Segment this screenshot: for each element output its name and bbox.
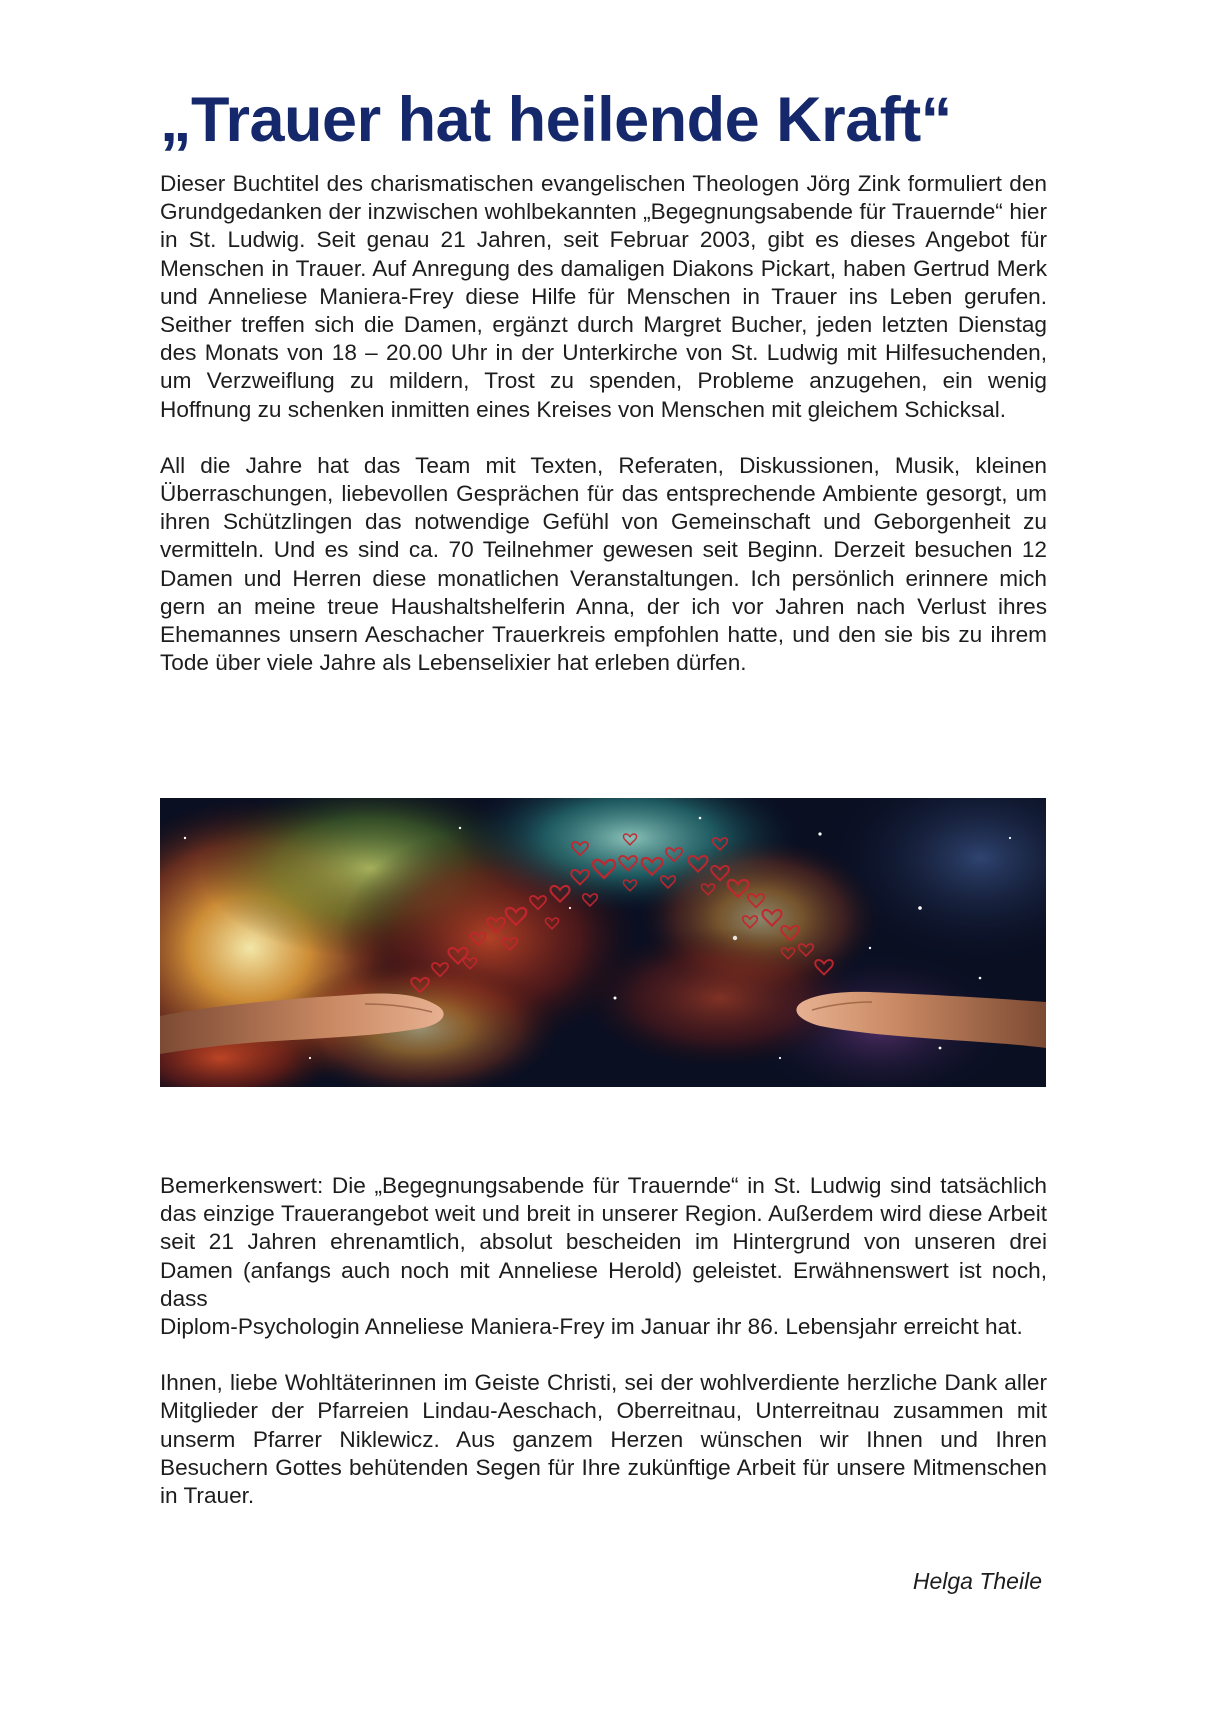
- paragraph-noteworthy: Bemerkenswert: Die „Begegnungsabende für Trauernde“ in St. Ludwig sind tatsächlich das einzige Trauerangebot weit und breit in unserer Region. Außerdem wird diese Arbeit seit 21 Jahren ehrenamtlich, absolut bescheiden im Hintergrund von unseren drei Damen (anfangs auch noch mit Anneliese Herold) geleistet. Erwähnenswert ist noch, dass: [160, 1173, 1047, 1311]
- author-signature: Helga Theile: [912, 1568, 1042, 1594]
- article-title: „Trauer hat heilende Kraft“: [160, 85, 952, 155]
- paragraph-thanks: Ihnen, liebe Wohltäterinnen im Geiste Christi, sei der wohlverdiente herzliche Dank aller Mitglieder der Pfarreien Lindau-Aeschach, Oberreitnau, Unterreitnau zusammen mit unserm Pfarrer Niklewicz. Aus ganzem Herzen wünschen wir Ihnen und Ihren Besuchern Gottes behütenden Segen für Ihre zukünftige Arbeit für unsere Mitmenschen in Trauer.: [160, 1370, 1047, 1509]
- paragraph-intro: Dieser Buchtitel des charismatischen evangelischen Theologen Jörg Zink formuliert den Grundgedanken der inzwischen wohlbekannten „Begegnungsabende für Trauernde“ hier in St. Ludwig. Seit genau 21 Jahren, seit Februar 2003, gibt es dieses Angebot für Menschen in Trauer. Auf Anregung des damaligen Diakons Pickart, haben Gertrud Merk und Anneliese Maniera-Frey diese Hilfe für Menschen in Trauer ins Leben gerufen. Seither treffen sich die Damen, ergänzt durch Margret Bucher, jeden letzten Dienstag des Monats von 18 – 20.00 Uhr in der Unterkirche von St. Ludwig mit Hilfesuchenden, um Verzweiflung zu mildern, Trost zu spenden, Probleme anzugehen, ein wenig Hoffnung zu schenken inmitten eines Kreises von Menschen mit gleichem Schicksal.: [160, 171, 1047, 422]
- article-continued: [160, 1172, 1047, 1510]
- paragraph-team: All die Jahre hat das Team mit Texten, Referaten, Diskussionen, Musik, kleinen Überraschungen, liebevollen Gesprächen für das entsprechende Ambiente gesorgt, um ihren Schützlingen das notwendige Gefühl von Gemeinschaft und Geborgenheit zu vermitteln. Und es sind ca. 70 Teilnehmer gewesen seit Beginn. Derzeit besuchen 12 Damen und Herren diese monatlichen Veranstaltungen. Ich persönlich erinnere mich gern an meine treue Haushaltshelferin Anna, der ich vor Jahren nach Verlust ihres Ehemannes unsern Aeschacher Trauerkreis empfohlen hatte, und den sie bis zu ihrem Tode über viele Jahre als Lebenselixier hat erleben dürfen.: [160, 452, 1047, 676]
- hands-hearts-illustration: [160, 798, 1046, 1087]
- article: [160, 82, 1047, 677]
- paragraph-noteworthy-continued: Diplom-Psychologin Anneliese Maniera-Frey im Januar ihr 86. Lebensjahr erreicht hat.: [160, 1314, 1023, 1340]
